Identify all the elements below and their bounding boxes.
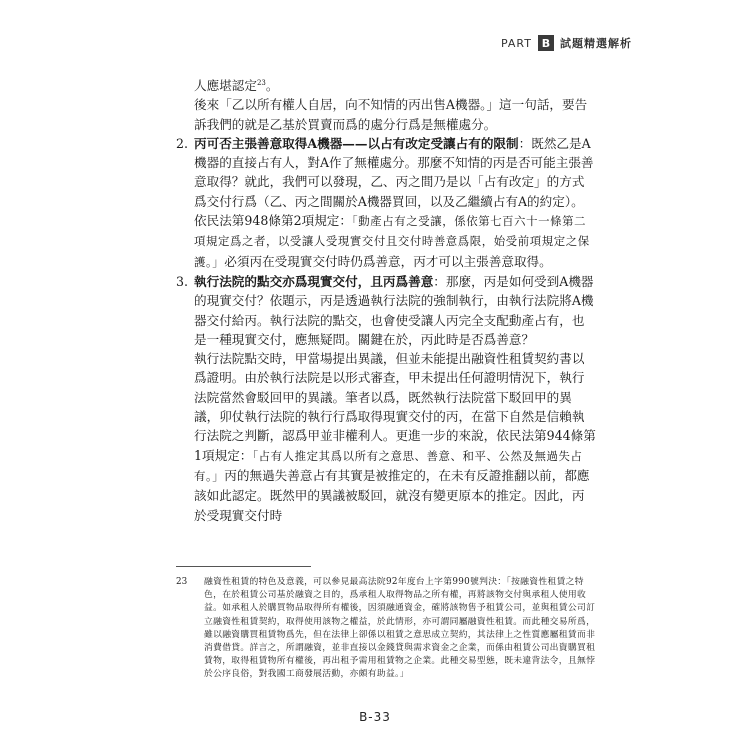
intro-line-2: 後來「乙以所有權人自居，向不知情的丙出售A機器。」這一句話，要告訴我們的就是乙基於買賣而爲的處分行爲是無權處分。 (194, 97, 588, 132)
statute-quote: 「動產占有之受讓，係依第七百六十一條第二項規定爲之者，以受讓人受現實交付且交付時善意爲限，始受前項規定之保護。」 (194, 214, 590, 269)
footnote-divider (176, 566, 311, 567)
item-number: 3. (176, 273, 189, 289)
footnote (176, 576, 598, 682)
main-text (176, 76, 596, 525)
part-badge: B (538, 35, 554, 51)
item-paragraph: 執行法院點交時，甲當場提出異議，但並未能提出融資性租賃契約書以爲證明。由於執行法院是以形式審查，甲未提出任何證明情況下，執行法院當然會駁回甲的異議。筆者以爲，既然執行法院當下駁回甲的異議，卯仗執行法院的執行行爲取得現實交付的丙，在當下自然是信賴執行法院之判斷，認爲甲並非權利人。更進一步的來說，依民法第944條第1項規定：「占有人推定其爲以所有之意思、善意、和平、公然及無過失占有。」丙的無過失善意占有其實是被推定的，在未有反證推翻以前，都應該如此認定。既然甲的異議被駁回，就沒有變更原本的推定。因此，丙於受現實交付時 (194, 351, 596, 523)
footnote-number: 23 (176, 577, 188, 587)
item-paragraph: 依民法第948條第2項規定：「動產占有之受讓，係依第七百六十一條第二項規定爲之者，以受讓人受現實交付且交付時善意爲限，始受前項規定之保護。」必須丙在受現實交付時仍爲善意，丙才可以主張善意取得。 (194, 213, 590, 269)
item-paragraph: 執行法院的點交亦爲現實交付，且丙爲善意：那麼，丙是如何受到A機器的現實交付？依題示，丙是透過執行法院的強制執行，由執行法院將A機器交付給丙。執行法院的點交，也會使受讓人丙完全支配動產占有，也是一種現實交付，應無疑問。關鍵在於，丙此時是否爲善意？ (194, 273, 594, 347)
item-2 (176, 134, 596, 272)
part-label: PART (500, 36, 532, 50)
section-title: 試題精選解析 (560, 37, 632, 50)
intro-line-1: 人應堪認定$^{23}$。 (194, 78, 279, 93)
footnote-text: 融資性租賃的特色及意義，可以參見最高法院92年度台上字第990號判決：「按融資性租賃之特色，在於租賃公司基於融資之目的，爲承租人取得物品之所有權，再將該物交付與承租人使用收益。如承租人於購買物品取得所有權後，因須融通資金，確將該物售予租賃公司，並與租賃公司訂立融資性租賃契約，取得使用該物之權益，於此情形，亦可謂同屬融資性租賃。而此種交易所爲，雖以融資購買租賃物爲先，但在法律上卻係以租賃之意思成立契約，其法律上之性質應屬租賃而非消費借貸。詳言之，所謂融資，並非直接以金錢貸與需求資金之企業，而係由租賃公司出資購買租賃物，取得租賃物所有權後，再出租予需用租賃物之企業。此種交易型態，既未違背法令，且無悖於公序良俗，對我國工商發展活動，亦頗有助益。」 (204, 577, 596, 680)
item-heading: 丙可否主張善意取得A機器——以占有改定受讓占有的限制 (194, 135, 519, 151)
item-number: 2. (176, 135, 189, 151)
page-header (501, 34, 632, 52)
page-number: B-33 (359, 710, 391, 724)
item-3 (176, 272, 596, 525)
statute-quote: 「占有人推定其爲以所有之意思、善意、和平、公然及無過失占有。」 (194, 448, 583, 483)
item-paragraph: 丙可否主張善意取得A機器——以占有改定受讓占有的限制：既然乙是A機器的直接占有人，對A作了無權處分。那麼不知情的丙是否可能主張善意取得？就此，我們可以發現，乙、丙之間乃是以「占有改定」的方式爲交付行爲（乙、丙之間關於A機器買回，以及乙繼續占有A的約定）。 (194, 135, 594, 209)
footnote-ref: 23 (256, 78, 266, 87)
item-heading: 執行法院的點交亦爲現實交付，且丙爲善意 (194, 273, 434, 289)
